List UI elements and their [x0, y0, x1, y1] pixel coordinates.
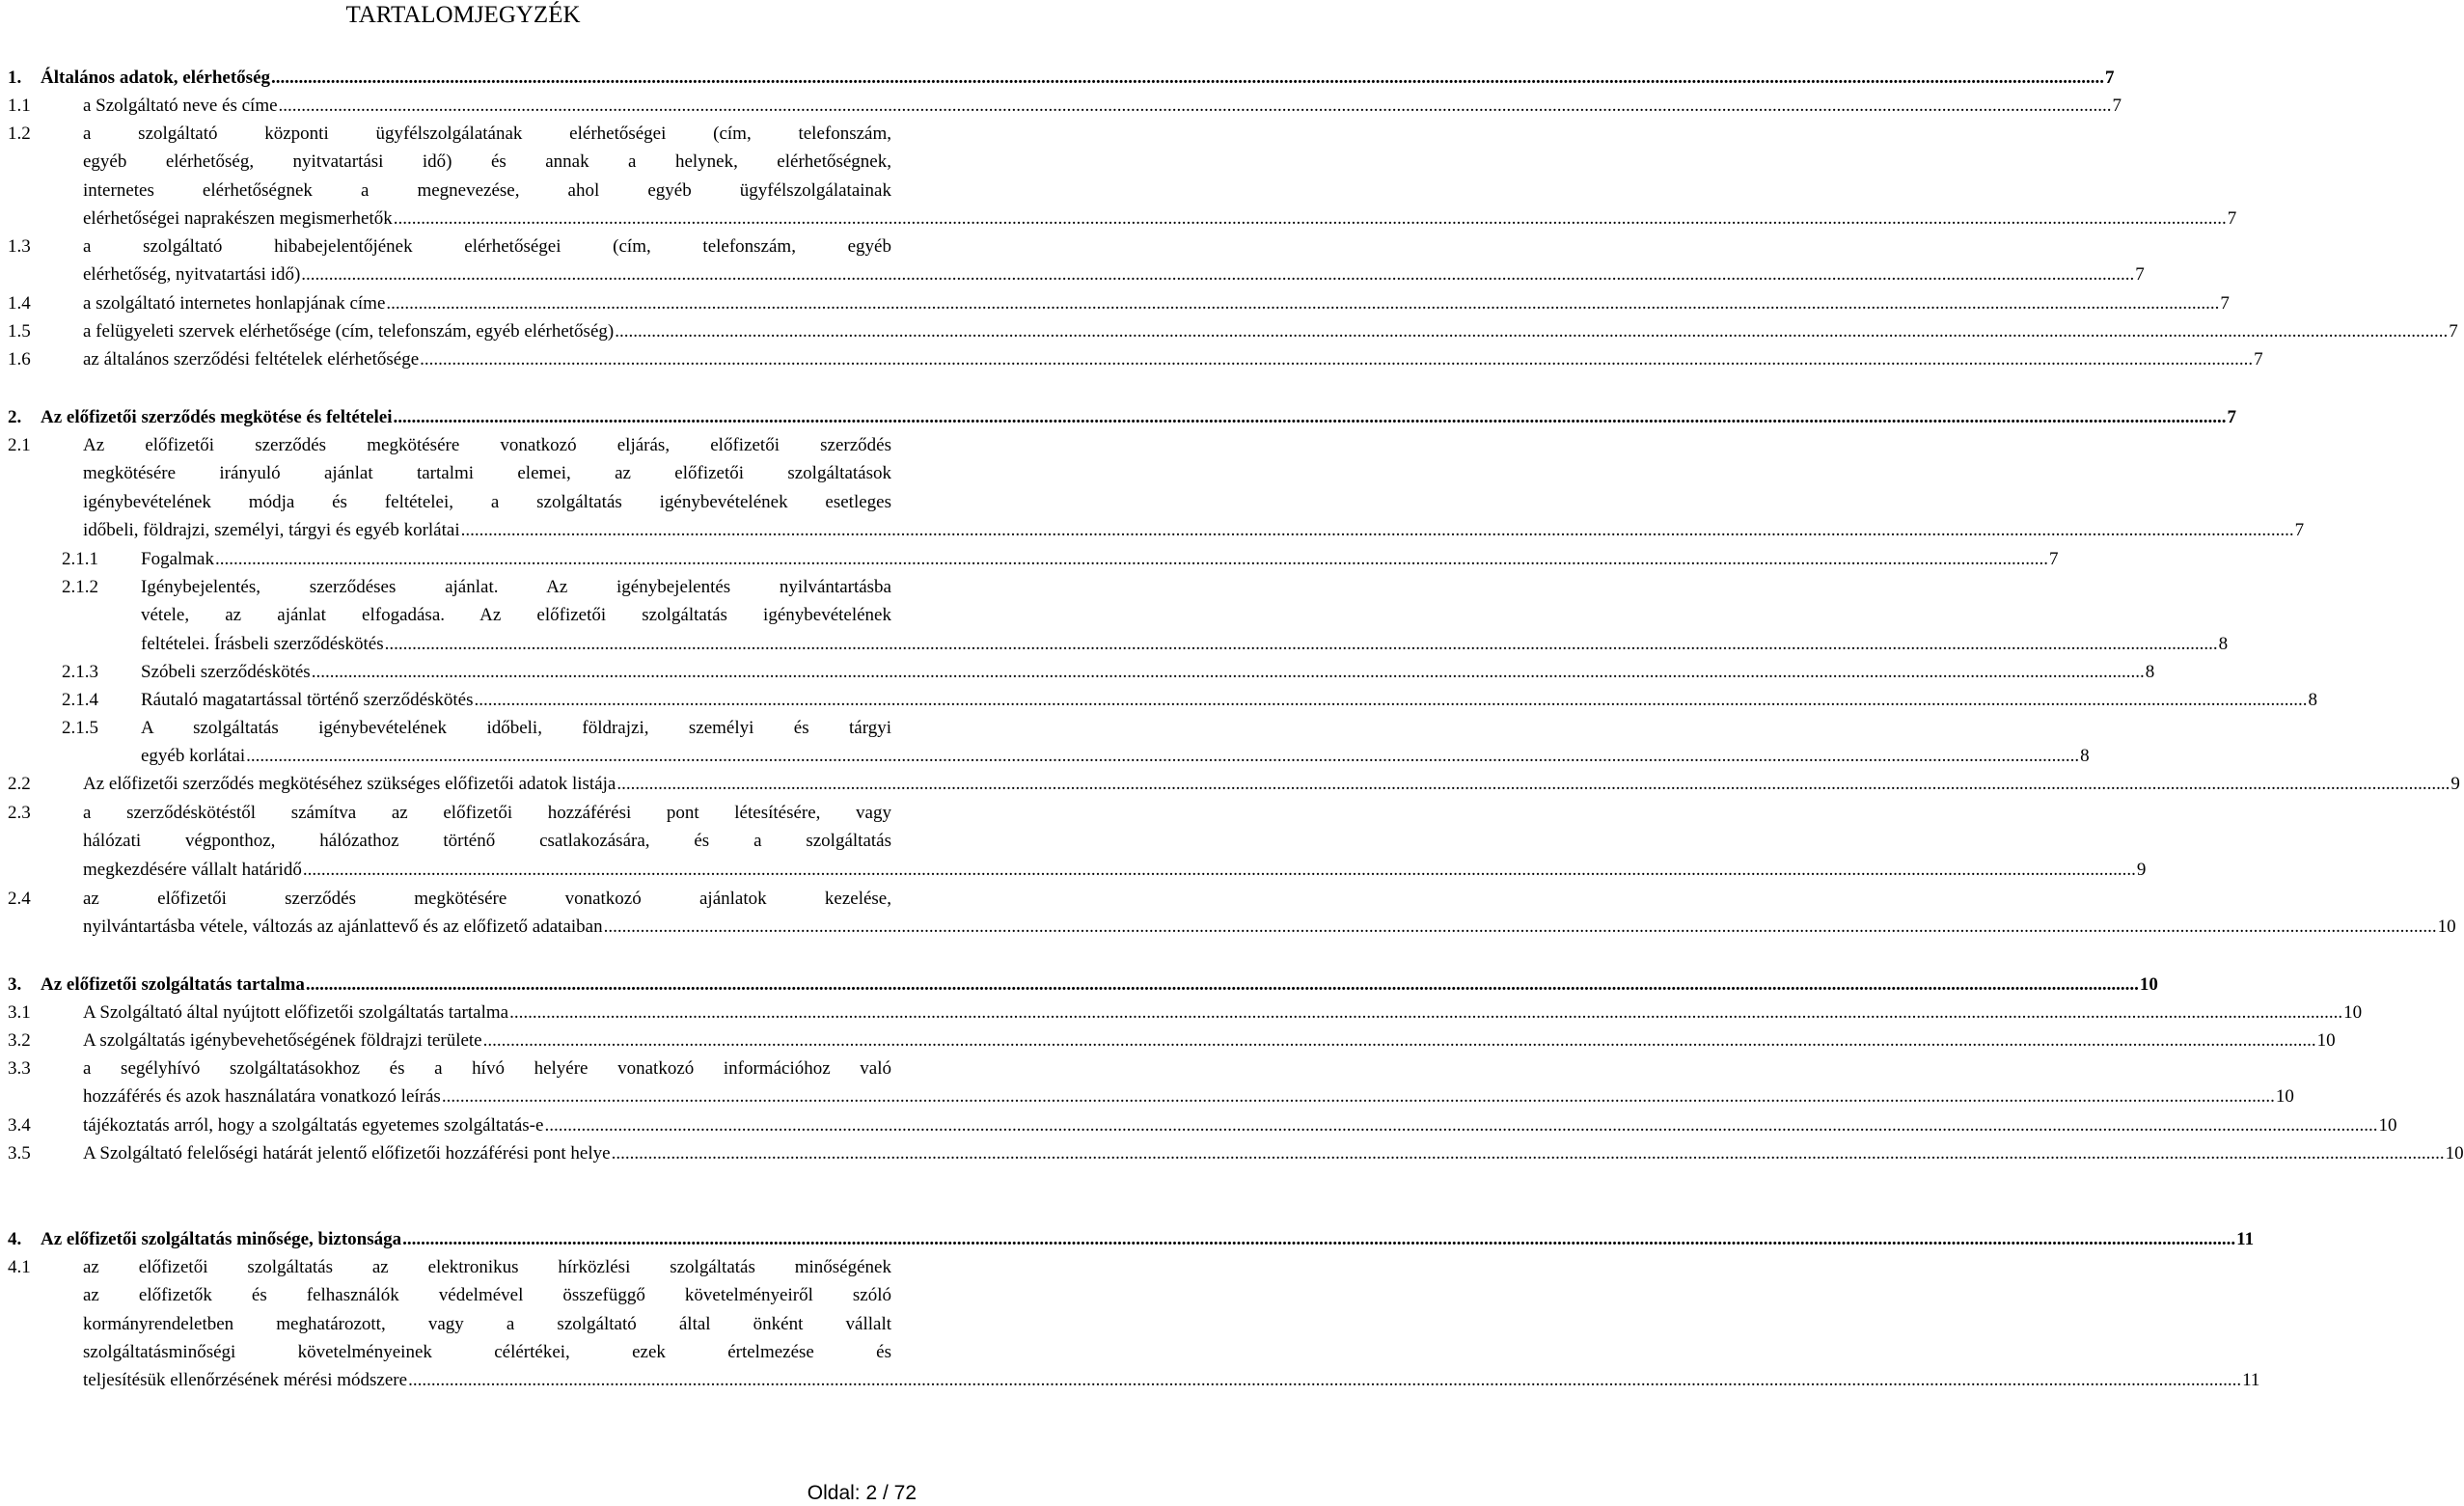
toc-entry-title: elérhetőségei naprakészen megismerhetők [83, 207, 393, 229]
toc-entry-page: 7 [2112, 96, 2122, 116]
toc-dot-leader: ................................................................................................................................................................................................................................................................................................................................................................................................................ [215, 549, 2048, 569]
toc-entry[interactable] [8, 120, 2237, 233]
toc-entry-page: 8 [2145, 662, 2155, 682]
toc-entry-page: 7 [2049, 549, 2059, 569]
toc-entry-text-line: igénybevételének módja és feltételei, a szolgáltatás igénybevételének esetleges [83, 491, 891, 512]
toc-entry-page: 10 [2378, 1115, 2397, 1136]
toc-entry-page: 10 [2445, 1143, 2464, 1164]
toc-entry-page: 7 [2254, 349, 2263, 370]
toc-entry[interactable] [8, 289, 2230, 317]
toc-entry-text-line: hálózati végponthoz, hálózathoz történő csatlakozására, és a szolgáltatás [83, 831, 891, 852]
toc-entry-number: 1.2 [8, 123, 31, 144]
toc-entry-text-line: internetes elérhetőségnek a megnevezése, ahol egyéb ügyfélszolgálatainak [83, 179, 891, 201]
toc-dot-leader: ................................................................................................................................................................................................................................................................................................................................................................................................................ [441, 1086, 2275, 1108]
toc-entry-number: 2.1 [8, 435, 31, 455]
toc-entry-title: hozzáférés és azok használatára vonatkozó leírás [83, 1086, 441, 1108]
toc-entry[interactable] [8, 64, 2115, 92]
toc-entry[interactable] [62, 545, 2059, 573]
toc-entry-title: Szóbeli szerződéskötés [141, 662, 311, 682]
toc-dot-leader: ................................................................................................................................................................................................................................................................................................................................................................................................................ [544, 1115, 2378, 1136]
toc-dot-leader: ................................................................................................................................................................................................................................................................................................................................................................................................................ [271, 68, 2105, 88]
toc-dot-leader: ................................................................................................................................................................................................................................................................................................................................................................................................................ [482, 1030, 2316, 1051]
toc-dot-leader: ................................................................................................................................................................................................................................................................................................................................................................................................................ [611, 1143, 2445, 1164]
toc-entry-text-line: megkötésére irányuló ajánlat tartalmi elemei, az előfizetői szolgáltatások [83, 463, 891, 484]
toc-entry-number: 2.4 [8, 889, 31, 909]
toc-dot-leader: ................................................................................................................................................................................................................................................................................................................................................................................................................ [278, 96, 2112, 116]
toc-entry-title: A szolgáltatás igénybevehetőségének földrajzi területe [83, 1030, 482, 1051]
toc-entry-title: a felügyeleti szervek elérhetősége (cím, telefonszám, egyéb elérhetőség) [83, 321, 615, 342]
toc-entry-page: 10 [2275, 1086, 2294, 1108]
toc-entry[interactable] [62, 658, 2155, 686]
toc-entry-number: 4.1 [8, 1257, 31, 1277]
toc-entry-page: 8 [2218, 633, 2229, 654]
toc-entry-title: egyéb korlátai [141, 746, 246, 767]
toc-entry-page: 7 [2449, 321, 2458, 342]
toc-entry-text-line: a szolgáltató központi ügyfélszolgálatának elérhetőségei (cím, telefonszám, [83, 123, 891, 144]
toc-dot-leader: ................................................................................................................................................................................................................................................................................................................................................................................................................ [311, 662, 2145, 682]
toc-entry-title: a szolgáltató internetes honlapjának címe [83, 293, 386, 314]
toc-entry-number: 1. [8, 68, 22, 88]
page-title: TARTALOMJEGYZÉK [345, 2, 581, 28]
toc-entry-text-line: a segélyhívó szolgáltatásokhoz és a hívó helyére vonatkozó információhoz való [83, 1058, 891, 1079]
toc-entry-page: 9 [2136, 859, 2147, 880]
toc-dot-leader: ................................................................................................................................................................................................................................................................................................................................................................................................................ [616, 774, 2450, 794]
toc-entry[interactable] [8, 999, 2363, 1027]
toc-entry-text-line: szolgáltatásminőségi követelményeinek célértékei, ezek értelmezése és [83, 1341, 891, 1362]
toc-dot-leader: ................................................................................................................................................................................................................................................................................................................................................................................................................ [301, 264, 2135, 286]
toc-entry[interactable] [8, 1139, 2464, 1167]
toc-dot-leader: ................................................................................................................................................................................................................................................................................................................................................................................................................ [420, 349, 2254, 370]
toc-entry-page: 11 [2242, 1370, 2260, 1391]
toc-dot-leader: ................................................................................................................................................................................................................................................................................................................................................................................................................ [408, 1370, 2242, 1391]
toc-entry-page: 7 [2220, 293, 2230, 314]
toc-entry-title: az általános szerződési feltételek elérhetősége [83, 349, 420, 370]
toc-entry[interactable] [8, 1111, 2397, 1139]
toc-entry[interactable] [8, 431, 2305, 544]
toc-dot-leader: ................................................................................................................................................................................................................................................................................................................................................................................................................ [509, 1002, 2343, 1023]
toc-entry-page: 7 [2105, 68, 2115, 88]
toc-entry-title: a Szolgáltató neve és címe [83, 96, 278, 116]
toc-entry-number: 3.4 [8, 1115, 31, 1136]
toc-entry-page: 7 [2135, 264, 2145, 286]
toc-dot-leader: ................................................................................................................................................................................................................................................................................................................................................................................................................ [384, 633, 2218, 654]
toc-entry-page: 10 [2139, 974, 2158, 995]
toc-entry-text-line: kormányrendeletben meghatározott, vagy a szolgáltató által önként vállalt [83, 1313, 891, 1334]
toc-dot-leader: ................................................................................................................................................................................................................................................................................................................................................................................................................ [246, 746, 2080, 767]
toc-entry-title: időbeli, földrajzi, személyi, tárgyi és egyéb korlátai [83, 519, 460, 540]
toc-entry-title: Általános adatok, elérhetőség [41, 68, 271, 88]
toc-entry-number: 1.3 [8, 236, 31, 257]
toc-entry-text-line: Az előfizetői szerződés megkötésére vonatkozó eljárás, előfizetői szerződés [83, 435, 891, 455]
toc-entry-page: 7 [2227, 407, 2237, 427]
toc-dot-leader: ................................................................................................................................................................................................................................................................................................................................................................................................................ [603, 917, 2437, 938]
toc-dot-leader: ................................................................................................................................................................................................................................................................................................................................................................................................................ [386, 293, 2220, 314]
toc-entry[interactable] [62, 714, 2090, 771]
toc-entry-number: 2.1.1 [62, 549, 98, 569]
toc-entry-title: tájékoztatás arról, hogy a szolgáltatás egyetemes szolgáltatás-e [83, 1115, 544, 1136]
toc-entry-number: 1.5 [8, 321, 31, 342]
toc-dot-leader: ................................................................................................................................................................................................................................................................................................................................................................................................................ [302, 859, 2136, 880]
toc-entry-text-line: A szolgáltatás igénybevételének időbeli, földrajzi, személyi és tárgyi [141, 718, 891, 738]
toc-entry-title: Az előfizetői szerződés megkötéséhez szükséges előfizetői adatok listája [83, 774, 616, 794]
toc-entry-number: 2.1.5 [62, 718, 98, 738]
toc-dot-leader: ................................................................................................................................................................................................................................................................................................................................................................................................................ [474, 690, 2308, 710]
toc-dot-leader: ................................................................................................................................................................................................................................................................................................................................................................................................................ [393, 407, 2227, 427]
toc-entry-title: Fogalmak [141, 549, 214, 569]
page-number: Oldal: 2 / 72 [807, 1482, 917, 1504]
toc-entry-number: 3. [8, 974, 22, 995]
toc-entry[interactable] [62, 573, 2229, 658]
toc-entry[interactable] [8, 403, 2237, 431]
toc-entry[interactable] [8, 345, 2263, 373]
toc-entry-number: 3.1 [8, 1002, 31, 1023]
toc-entry-title: Az előfizetői szolgáltatás tartalma [41, 974, 305, 995]
toc-entry-title: Az előfizetői szerződés megkötése és feltételei [41, 407, 393, 427]
toc-entry[interactable] [8, 1225, 2255, 1253]
toc-entry-page: 10 [2343, 1002, 2363, 1023]
toc-dot-leader: ................................................................................................................................................................................................................................................................................................................................................................................................................ [393, 207, 2227, 229]
toc-entry-number: 1.1 [8, 96, 31, 116]
toc-entry-text-line: egyéb elérhetőség, nyitvatartási idő) és annak a helynek, elérhetőségnek, [83, 151, 891, 173]
toc-entry-page: 8 [2308, 690, 2318, 710]
toc-entry-number: 3.2 [8, 1030, 31, 1051]
toc-entry-number: 2.1.2 [62, 577, 98, 597]
toc-entry-text-line: Igénybejelentés, szerződéses ajánlat. Az igénybejelentés nyilvántartásba [141, 577, 891, 597]
toc-entry-number: 4. [8, 1229, 22, 1249]
toc-entry-text-line: az előfizetői szerződés megkötésére vonatkozó ajánlatok kezelése, [83, 889, 891, 909]
toc-entry-title: A Szolgáltató felelőségi határát jelentő előfizetői hozzáférési pont helye [83, 1143, 611, 1164]
toc-entry-page: 8 [2080, 746, 2090, 767]
toc-entry-number: 1.6 [8, 349, 31, 370]
toc-entry-text-line: az előfizetői szolgáltatás az elektronikus hírközlési szolgáltatás minőségének [83, 1257, 891, 1277]
toc-entry-number: 1.4 [8, 293, 31, 314]
toc-entry-title: teljesítésük ellenőrzésének mérési módszere [83, 1370, 408, 1391]
toc-dot-leader: ................................................................................................................................................................................................................................................................................................................................................................................................................ [402, 1229, 2236, 1249]
toc-entry-text-line: a szolgáltató hibabejelentőjének elérhetőségei (cím, telefonszám, egyéb [83, 236, 891, 257]
toc-dot-leader: ................................................................................................................................................................................................................................................................................................................................................................................................................ [615, 321, 2449, 342]
toc-entry-number: 2. [8, 407, 22, 427]
toc-entry[interactable] [8, 971, 2158, 999]
toc-entry[interactable] [8, 317, 2458, 345]
toc-entry[interactable] [8, 1253, 2260, 1394]
toc-entry[interactable] [8, 799, 2147, 884]
toc-entry-title: nyilvántartásba vétele, változás az ajánlattevő és az előfizető adataiban [83, 917, 603, 938]
toc-entry-title: Ráutaló magatartással történő szerződéskötés [141, 690, 474, 710]
toc-dot-leader: ................................................................................................................................................................................................................................................................................................................................................................................................................ [305, 974, 2139, 995]
toc-entry-text-line: vétele, az ajánlat elfogadása. Az előfizetői szolgáltatás igénybevételének [141, 605, 891, 626]
toc-entry-text-line: az előfizetők és felhasználók védelmével összefüggő követelményeiről szóló [83, 1285, 891, 1306]
toc-entry-page: 10 [2437, 917, 2456, 938]
toc-entry-number: 3.3 [8, 1058, 31, 1079]
toc-entry-page: 7 [2227, 207, 2237, 229]
toc-entry-page: 10 [2316, 1030, 2336, 1051]
toc-entry[interactable] [8, 92, 2122, 120]
toc-entry-number: 3.5 [8, 1143, 31, 1164]
toc-entry-title: A Szolgáltató által nyújtott előfizetői szolgáltatás tartalma [83, 1002, 509, 1023]
toc-entry[interactable] [8, 1054, 2294, 1111]
toc-entry[interactable] [62, 686, 2318, 714]
toc-dot-leader: ................................................................................................................................................................................................................................................................................................................................................................................................................ [460, 519, 2294, 540]
toc-entry-text-line: a szerződéskötéstől számítva az előfizetői hozzáférési pont létesítésére, vagy [83, 803, 891, 823]
toc-entry[interactable] [8, 233, 2145, 289]
toc-entry-title: megkezdésére vállalt határidő [83, 859, 302, 880]
toc-entry[interactable] [8, 1027, 2336, 1054]
toc-entry-number: 2.1.4 [62, 690, 98, 710]
toc-entry-page: 7 [2294, 519, 2305, 540]
toc-entry-title: feltételei. Írásbeli szerződéskötés [141, 633, 384, 654]
toc-entry[interactable] [8, 885, 2456, 942]
toc-entry-title: elérhetőség, nyitvatartási idő) [83, 264, 301, 286]
toc-entry-title: Az előfizetői szolgáltatás minősége, biztonsága [41, 1229, 402, 1249]
toc-entry-number: 2.1.3 [62, 662, 98, 682]
toc-entry-page: 9 [2450, 774, 2460, 794]
toc-entry-page: 11 [2236, 1229, 2255, 1249]
toc-entry-number: 2.2 [8, 774, 31, 794]
toc-entry-number: 2.3 [8, 803, 31, 823]
toc-entry[interactable] [8, 770, 2460, 798]
